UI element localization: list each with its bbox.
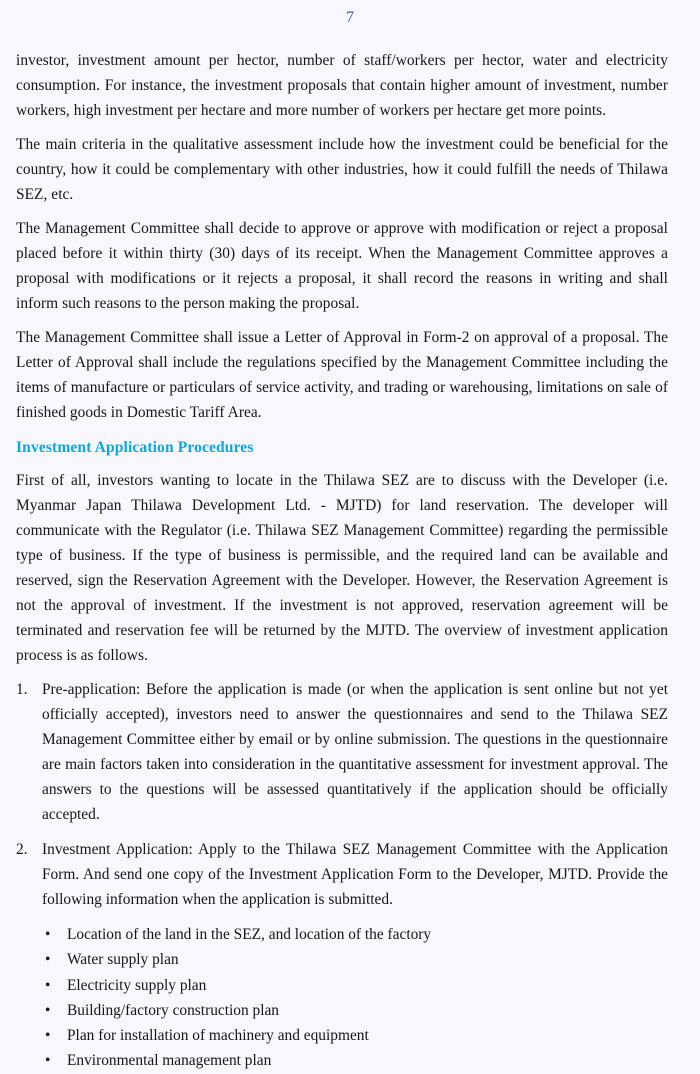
list-item-label: Water supply plan xyxy=(67,951,179,969)
bullet-icon: • xyxy=(45,1052,51,1070)
bullet-icon: • xyxy=(45,1027,51,1045)
numbered-list xyxy=(16,677,668,912)
bullet-icon: • xyxy=(45,951,51,969)
list-item xyxy=(45,1023,668,1048)
paragraph-letter-of-approval: The Management Committee shall issue a Letter of Approval in Form-2 on approval of a proposal. The Letter of Approval shall include the regulations specified by the Management Committee including the items of manufacture or particulars of service activity, and trading or warehousing, limitations on sale of finished goods in Domestic Tariff Area. xyxy=(16,329,668,421)
list-item-label: Electricity supply plan xyxy=(67,976,207,994)
list-item xyxy=(45,1048,668,1073)
section-heading-investment-application-procedures: Investment Application Procedures xyxy=(16,439,254,456)
paragraph-management-committee-decision: The Management Committee shall decide to approve or approve with modification or reject a proposal placed before it within thirty (30) days of its receipt. When the Management Committee approves a proposal with modifications or it rejects a proposal, it shall record the reasons in writing and shall inform such reasons to the person making the proposal. xyxy=(16,220,668,312)
numbered-list-item-1 xyxy=(16,677,668,827)
paragraph-investment-application-overview: First of all, investors wanting to locate in the Thilawa SEZ are to discuss with the Developer (i.e. Myanmar Japan Thilawa Development Ltd. - MJTD) for land reservation. The developer will communicate with the Regulator (i.e. Thilawa SEZ Management Committee) regarding the permissible type of business. If the type of business is permissible, and the required land can be available and reserved, sign the Reservation Agreement with the Developer. However, the Reservation Agreement is not the approval of investment. If the investment is not approved, reservation agreement will be terminated and reservation fee will be returned by the MJTD. The overview of investment application process is as follows. xyxy=(16,472,668,664)
bullet-list xyxy=(16,922,668,1074)
list-marker: 2. xyxy=(16,841,28,858)
numbered-list-item-2 xyxy=(16,837,668,912)
list-item-label: Environmental management plan xyxy=(67,1052,272,1070)
list-item-text: Investment Application: Apply to the Thilawa SEZ Management Committee with the Application Form. And send one copy of the Investment Application Form to the Developer, MJTD. Provide the following information when the application is submitted. xyxy=(42,841,668,908)
list-item xyxy=(45,973,668,998)
list-item xyxy=(45,947,668,972)
bullet-icon: • xyxy=(45,976,51,994)
document-body xyxy=(16,48,668,1074)
paragraph-qualitative-criteria: The main criteria in the qualitative assessment include how the investment could be beneficial for the country, how it could be complementary with other industries, how it could fulfill the needs of Thilawa SEZ, etc. xyxy=(16,136,668,203)
list-item-label: Plan for installation of machinery and equipment xyxy=(67,1027,369,1045)
paragraph-continuation: investor, investment amount per hector, number of staff/workers per hector, water and electricity consumption. For instance, the investment proposals that contain higher amount of investment, number workers, high investment per hectare and more number of workers per hectare get more points. xyxy=(16,52,668,119)
list-item-label: Building/factory construction plan xyxy=(67,1001,280,1019)
list-marker: 1. xyxy=(16,681,28,698)
page-number: 7 xyxy=(346,9,354,26)
list-item xyxy=(45,922,668,947)
list-item-label: Location of the land in the SEZ, and location of the factory xyxy=(67,926,432,943)
list-item-text: Pre-application: Before the application is made (or when the application is sent online but not yet officially accepted), investors need to answer the questionnaires and send to the Thilawa SEZ Management Committee either by email or by online submission. The questions in the questionnaire are main factors taken into consideration in the quantitative assessment for investment approval. The answers to the questions will be assessed quantitatively if the application should be officially accepted. xyxy=(42,681,668,823)
bullet-icon: • xyxy=(45,926,51,943)
bullet-icon: • xyxy=(45,1001,51,1019)
list-item xyxy=(45,998,668,1023)
